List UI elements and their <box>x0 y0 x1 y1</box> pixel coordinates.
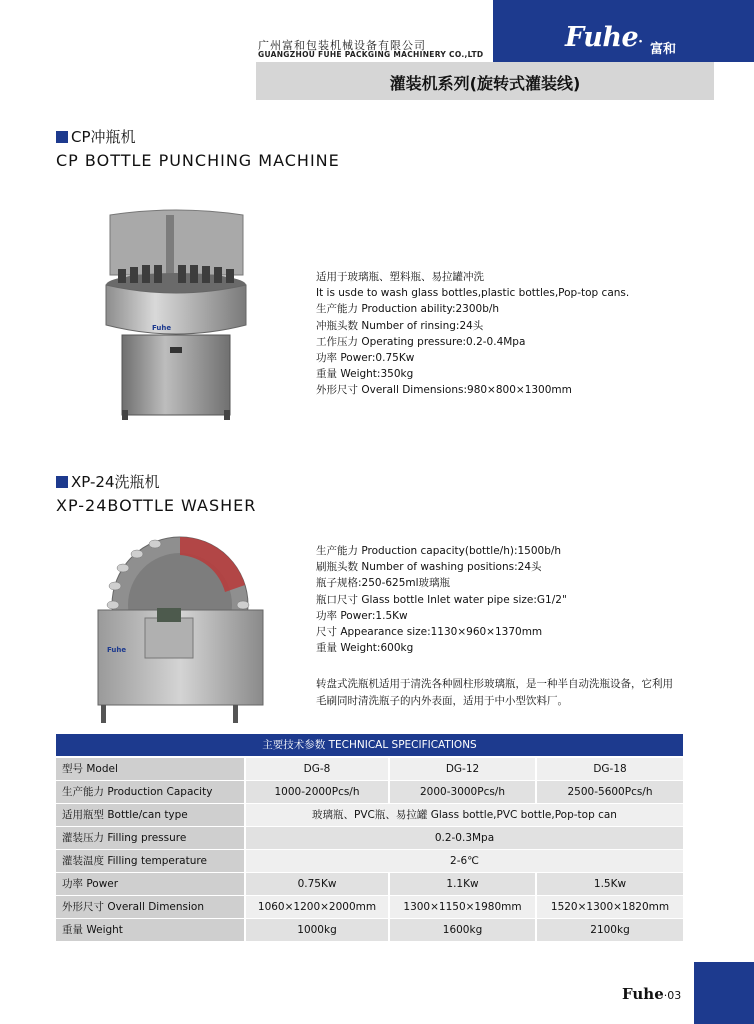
footer-logo <box>622 985 681 1003</box>
table-row <box>56 781 683 803</box>
cell: 2-6℃ <box>246 850 683 872</box>
brand-logo-text: Fuhe <box>565 22 639 53</box>
xp-spec-line: 尺寸 Appearance size:1130×960×1370mm <box>316 626 543 639</box>
xp-machine-image <box>95 530 267 725</box>
row-label: 功率 Power <box>56 873 244 895</box>
xp-description: 转盘式洗瓶机适用于清洗各种圆柱形玻璃瓶，是一种半自动洗瓶设备，它利用毛刷同时清洗瓶子的内外表面，适用于中小型饮料厂。 <box>316 678 673 707</box>
cp-title-cn-text: CP冲瓶机 <box>71 128 136 146</box>
cp-spec-line: It is usde to wash glass bottles,plastic bottles,Pop-top cans. <box>316 287 630 300</box>
xp-title-cn <box>56 471 160 492</box>
square-bullet-icon <box>56 131 68 143</box>
svg-text:Fuhe: Fuhe <box>152 324 172 332</box>
footer-logo-text: Fuhe <box>622 985 664 1003</box>
company-name-en: GUANGZHOU FUHE PACKGING MACHINERY CO.,LTD <box>258 50 484 59</box>
cell: 0.75Kw <box>246 873 388 895</box>
cell: DG-12 <box>390 758 535 780</box>
cell: 1300×1150×1980mm <box>390 896 535 918</box>
cp-machine-image <box>100 205 252 420</box>
table-row <box>56 804 683 826</box>
svg-text:Fuhe: Fuhe <box>107 646 127 654</box>
cell: 2500-5600Pcs/h <box>537 781 683 803</box>
company-name-cn: 广州富和包装机械设备有限公司 <box>258 39 426 52</box>
xp-spec-line: 刷瓶头数 Number of washing positions:24头 <box>316 561 542 574</box>
table-row <box>56 873 683 895</box>
xp-spec-line: 瓶口尺寸 Glass bottle Inlet water pipe size:G1/2" <box>316 593 567 606</box>
xp-specs <box>316 543 567 656</box>
cp-spec-line: 生产能力 Production ability:2300b/h <box>316 303 500 316</box>
brand-logo <box>565 22 643 53</box>
cp-spec-line: 适用于玻璃瓶、塑料瓶、易拉罐冲洗 <box>316 271 484 283</box>
row-label: 重量 Weight <box>56 919 244 941</box>
brand-cn: 富和 <box>650 42 677 57</box>
cell: 1000-2000Pcs/h <box>246 781 388 803</box>
title-band <box>256 62 714 100</box>
xp-title-cn-text: XP-24洗瓶机 <box>71 473 160 491</box>
footer-box <box>694 962 754 1024</box>
table-row <box>56 827 683 849</box>
xp-spec-line: 瓶子规格:250-625ml玻璃瓶 <box>316 577 451 590</box>
row-label: 灌装压力 Filling pressure <box>56 827 244 849</box>
row-label: 生产能力 Production Capacity <box>56 781 244 803</box>
xp-spec-line: 重量 Weight:600kg <box>316 642 414 655</box>
cell: 玻璃瓶、PVC瓶、易拉罐 Glass bottle,PVC bottle,Pop-top can <box>246 804 683 826</box>
cell: 2000-3000Pcs/h <box>390 781 535 803</box>
row-label: 型号 Model <box>56 758 244 780</box>
table-row <box>56 758 683 780</box>
row-label: 适用瓶型 Bottle/can type <box>56 804 244 826</box>
cell: 1.1Kw <box>390 873 535 895</box>
cell: 1060×1200×2000mm <box>246 896 388 918</box>
cp-specs <box>316 269 629 399</box>
xp-spec-line: 生产能力 Production capacity(bottle/h):1500b/h <box>316 545 562 557</box>
cp-title-cn <box>56 126 136 147</box>
xp-title-en: XP-24BOTTLE WASHER <box>56 496 257 515</box>
cell: 1600kg <box>390 919 535 941</box>
cp-spec-line: 工作压力 Operating pressure:0.2-0.4Mpa <box>316 335 526 348</box>
cp-spec-line: 重量 Weight:350kg <box>316 368 414 381</box>
cell: 0.2-0.3Mpa <box>246 827 683 849</box>
cp-title-en: CP BOTTLE PUNCHING MACHINE <box>56 151 340 170</box>
cell: DG-18 <box>537 758 683 780</box>
xp-spec-line: 功率 Power:1.5Kw <box>316 609 408 622</box>
table-row <box>56 850 683 872</box>
cp-spec-line: 冲瓶头数 Number of rinsing:24头 <box>316 319 484 332</box>
cell: 1520×1300×1820mm <box>537 896 683 918</box>
cell: 1000kg <box>246 919 388 941</box>
table-row <box>56 919 683 941</box>
page-title: 灌装机系列(旋转式灌装线) <box>389 74 581 93</box>
cp-spec-line: 功率 Power:0.75Kw <box>316 352 415 365</box>
row-label: 灌装温度 Filling temperature <box>56 850 244 872</box>
row-label: 外形尺寸 Overall Dimension <box>56 896 244 918</box>
cell: DG-8 <box>246 758 388 780</box>
spec-table-title: 主要技术参数 TECHNICAL SPECIFICATIONS <box>56 734 683 756</box>
cell: 1.5Kw <box>537 873 683 895</box>
table-row <box>56 896 683 918</box>
brand-dot: · <box>638 34 643 50</box>
page-number: ·03 <box>663 989 682 1002</box>
cp-spec-line: 外形尺寸 Overall Dimensions:980×800×1300mm <box>316 384 572 397</box>
square-bullet-icon <box>56 476 68 488</box>
cell: 2100kg <box>537 919 683 941</box>
